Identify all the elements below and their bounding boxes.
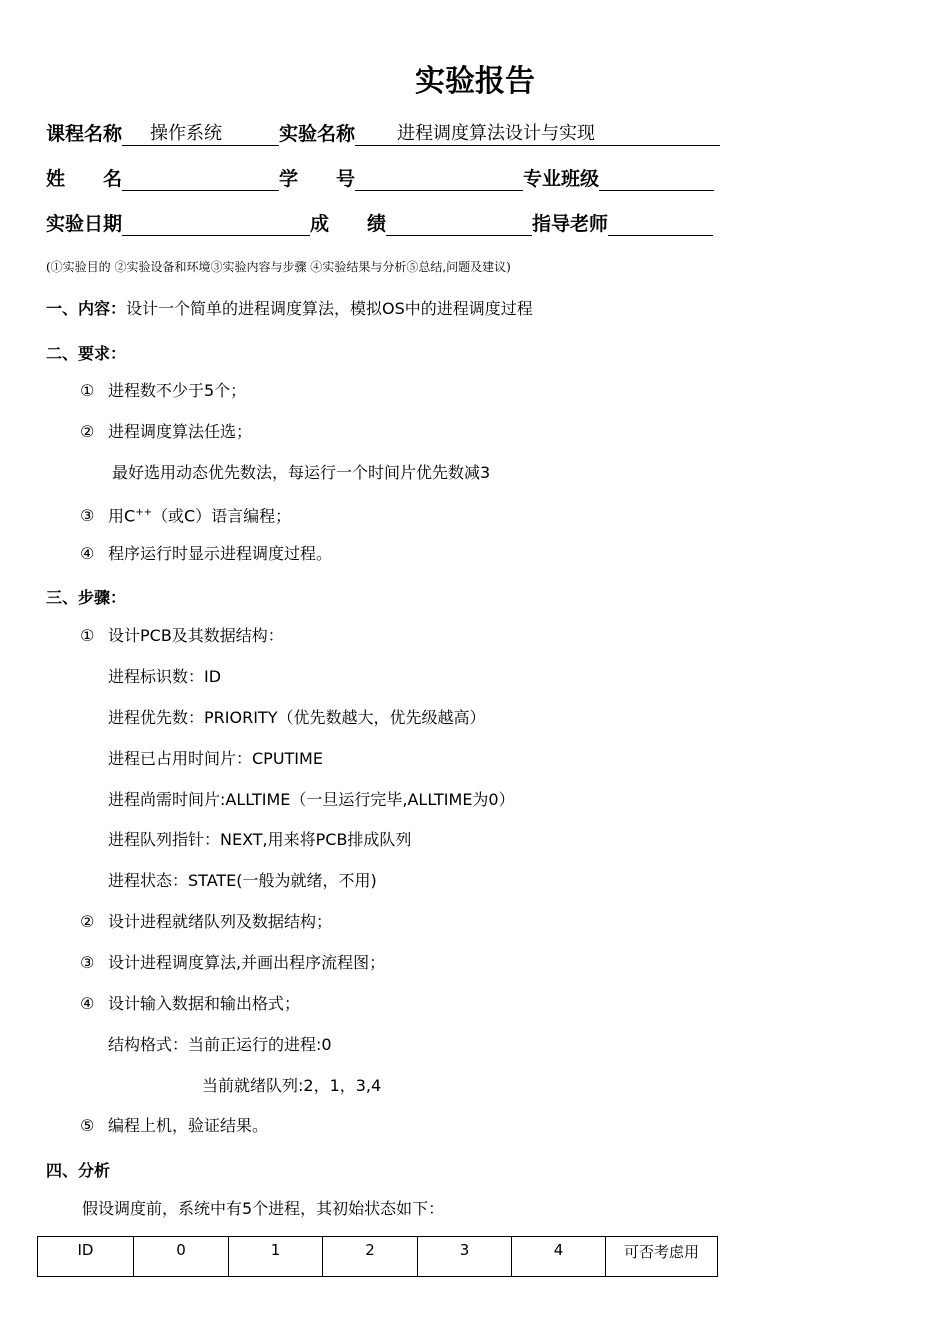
step-item xyxy=(80,953,385,973)
requirement-item xyxy=(80,381,246,401)
item-text: 设计进程就绪队列及数据结构； xyxy=(108,912,333,931)
step-item xyxy=(80,994,300,1014)
item-text: 用C xyxy=(108,506,136,526)
item-number: ① xyxy=(80,381,95,400)
date-label: 实验日期 xyxy=(46,213,123,235)
requirement-item xyxy=(80,544,332,564)
step-item xyxy=(80,912,332,932)
item-number: ③ xyxy=(80,953,95,972)
class-label: 专业班级 xyxy=(523,168,600,190)
item-text-rest: （或C）语言编程； xyxy=(151,506,292,526)
item-superscript: ++ xyxy=(135,507,152,518)
name-label: 姓 名 xyxy=(46,168,123,190)
requirement-item xyxy=(80,422,252,442)
date-field-line xyxy=(122,212,310,236)
item-text: 设计PCB及其数据结构： xyxy=(108,626,284,645)
student-id-field-line xyxy=(355,167,523,191)
table-cell: 3 xyxy=(418,1237,512,1277)
step-subitem: 结构格式：当前正运行的进程:0 xyxy=(108,1035,332,1054)
experiment-label: 实验名称 xyxy=(279,123,356,145)
table-cell: 0 xyxy=(134,1237,229,1277)
experiment-value: 进程调度算法设计与实现 xyxy=(355,122,720,146)
page-title: 实验报告 xyxy=(415,64,535,99)
teacher-field-line xyxy=(608,212,713,236)
step-subitem: 进程优先数：PRIORITY（优先数越大，优先级越高） xyxy=(108,708,486,727)
step-subitem: 进程状态：STATE(一般为就绪，不用) xyxy=(108,871,377,890)
item-text: 进程调度算法任选； xyxy=(108,422,253,441)
item-text: 进程数不少于5个； xyxy=(108,381,247,400)
section-content-heading: 一、内容： xyxy=(46,299,127,318)
item-number: ② xyxy=(80,912,95,931)
table-cell: 4 xyxy=(512,1237,606,1277)
header-row-date xyxy=(46,210,713,236)
score-label: 成 绩 xyxy=(310,213,387,235)
section-requirements-heading: 二、要求： xyxy=(46,344,127,363)
item-number: ④ xyxy=(80,544,95,563)
step-subitem: 当前就绪队列:2，1，3,4 xyxy=(202,1076,382,1095)
table-cell: 2 xyxy=(323,1237,418,1277)
item-number: ③ xyxy=(80,506,95,526)
step-subitem: 进程标识数：ID xyxy=(108,667,222,686)
item-number: ⑤ xyxy=(80,1116,95,1135)
item-number: ② xyxy=(80,422,95,441)
step-item xyxy=(80,626,284,646)
requirement-item xyxy=(80,503,291,526)
outline-note: (①实验目的 ②实验设备和环境③实验内容与步骤 ④实验结果与分析⑤总结,问题及建议) xyxy=(46,260,511,274)
section-steps-heading: 三、步骤： xyxy=(46,588,127,607)
table-cell: ID xyxy=(38,1237,134,1277)
course-label: 课程名称 xyxy=(46,123,123,145)
table-cell: 可否考虑用 xyxy=(606,1237,718,1277)
step-subitem: 进程队列指针：NEXT,用来将PCB排成队列 xyxy=(108,830,412,849)
step-subitem: 进程尚需时间片:ALLTIME（一旦运行完毕,ALLTIME为0） xyxy=(108,790,515,809)
process-table xyxy=(37,1236,718,1277)
section-analysis-text: 假设调度前，系统中有5个进程，其初始状态如下： xyxy=(82,1199,445,1218)
section-content xyxy=(46,299,533,319)
table-row xyxy=(38,1237,718,1277)
student-id-label: 学 号 xyxy=(279,168,356,190)
score-field-line xyxy=(386,212,532,236)
teacher-label: 指导老师 xyxy=(532,213,609,235)
header-row-course xyxy=(46,120,720,146)
class-field-line xyxy=(599,167,714,191)
item-number: ① xyxy=(80,626,95,645)
header-row-name xyxy=(46,165,714,191)
item-text: 编程上机，验证结果。 xyxy=(108,1116,269,1135)
step-item xyxy=(80,1116,268,1136)
item-text: 程序运行时显示进程调度过程。 xyxy=(108,544,333,563)
course-value: 操作系统 xyxy=(122,122,279,146)
item-text: 设计进程调度算法,并画出程序流程图； xyxy=(108,953,386,972)
table-cell: 1 xyxy=(229,1237,323,1277)
section-analysis-heading: 四、分析 xyxy=(46,1161,111,1180)
section-content-text: 设计一个简单的进程调度算法，模拟OS中的进程调度过程 xyxy=(126,299,533,318)
item-text: 设计输入数据和输出格式； xyxy=(108,994,301,1013)
requirement-subitem: 最好选用动态优先数法，每运行一个时间片优先数减3 xyxy=(112,463,491,482)
name-field-line xyxy=(122,167,279,191)
step-subitem: 进程已占用时间片：CPUTIME xyxy=(108,749,323,768)
item-number: ④ xyxy=(80,994,95,1013)
